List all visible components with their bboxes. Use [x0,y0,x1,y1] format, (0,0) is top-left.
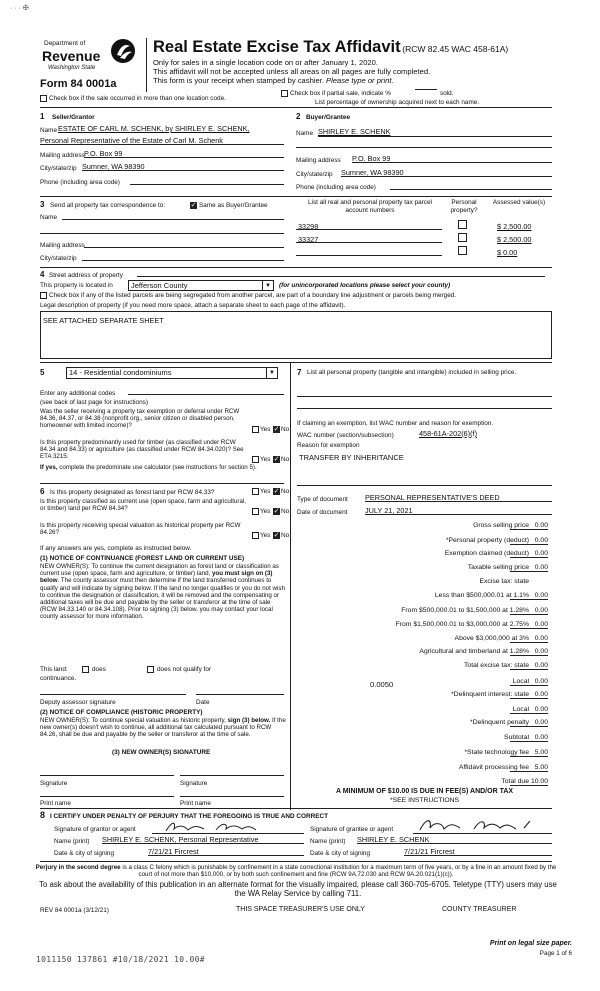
scan-marks: · · · ✠ [10,5,29,12]
divider [40,267,552,268]
personal-property-field-2[interactable] [297,408,552,409]
revision-number: REV 84 0001a (3/12/21) [40,907,109,914]
header-divider [146,38,147,92]
calc-value[interactable]: 0.00 [510,537,548,545]
calc-value[interactable]: 0.00 [510,522,548,530]
page-number: Page 1 of 6 [539,950,572,957]
grantee-date-label: Date & city of signing [310,850,371,857]
notice2-a: NEW OWNER(S): To continue special valuation as historic property, [40,717,228,724]
current-use-question: Is this property classified as current use (open space, farm and agricultural, or timber) land per RCW 84.34? [40,498,247,513]
notice1-b: you must sign on (3) below [40,570,273,585]
reason-line [297,485,552,486]
section-1-number: 1 [40,112,45,121]
seller-city-label: City/state/zip [40,165,77,172]
county-select[interactable] [128,280,274,291]
calc-label: *State technology fee [464,749,529,756]
perjury-text: is a class C felony which is punishable by confinement in a state correctional institution for a maximum term of five years, or by a fine in an amount fixed by the court of not more than $10,000, or by both such confinement and fine (RCW 9A.72.030 and RCW 9A.20.021(1)(c)). [120,864,557,879]
calc-label: Above $3,000,000 at 3% [454,635,529,642]
calc-value[interactable]: 0.00 [510,550,548,558]
grantee-signature-mark [414,816,552,834]
continuance-label: continuance. [40,675,77,682]
section-6-number: 6 [40,487,45,496]
correspondence-text: Send all property tax correspondence to: [50,202,166,209]
deputy-date-field[interactable] [196,694,284,695]
this-land-label: This land: [40,666,68,673]
if-yes-text: complete the predominate use calculator (see instructions for section 5). [57,464,257,471]
divider [40,196,552,197]
divider [40,861,552,862]
county-treasurer-label: COUNTY TREASURER [442,906,517,913]
reason-label: Reason for exemption [297,442,360,449]
additional-codes-field[interactable] [128,394,284,395]
parcel-col-header: List all real and personal property tax parcel account numbers [308,199,432,214]
personal-property-field-1[interactable] [297,396,552,397]
legal-description-label: Legal description of property (if you need more space, attach a separate sheet to each page of the affidavit). [40,302,346,309]
logo-block [40,38,140,92]
personal-property-checkbox[interactable] [458,233,467,242]
calc-label: Taxable selling price [467,564,529,571]
buyer-phone-field[interactable] [390,189,552,190]
yes-label: Yes [260,456,271,463]
personal-property-label: List all personal property (tangible and intangible) included in selling price. [307,369,517,376]
legal-description-value: SEE ATTACHED SEPARATE SHEET [43,316,164,325]
print-name-label: Print name [40,800,71,807]
calc-label: From $1,500,000.01 to $3,000,000 at 2.75% [395,621,529,628]
header-line-2: This affidavit will not be accepted unless all areas on all pages are fully completed. [153,67,431,76]
corr-name-field[interactable] [62,219,284,220]
section-7-number: 7 [297,368,302,377]
section-3-number: 3 [40,200,45,209]
divider [40,362,552,363]
signature-label: Signature [180,780,208,787]
new-owner-print-field-2[interactable] [180,796,284,797]
use-code-select[interactable] [66,367,278,379]
assessed-col-header: Assessed value(s) [492,199,546,206]
seller-phone-field[interactable] [130,184,284,185]
seller-city-line [82,170,284,171]
calc-label: Local [512,678,529,685]
see-instructions-note: *SEE INSTRUCTIONS [389,797,460,804]
section-5-number: 5 [40,368,45,377]
grantor-date-label: Date & city of signing [54,850,115,857]
no-label: No [281,426,290,433]
calc-label: Total due [501,778,529,785]
historic-question: Is this property receiving special valuation as historical property per RCW 84.26? [40,522,241,537]
new-owner-signature-field-2[interactable] [180,775,284,776]
parcel-line [296,229,442,230]
calc-value[interactable]: 0.00 [510,678,548,686]
notice-continuance-text [40,563,286,621]
does-label: does [92,666,106,673]
corr-mailing-label: Mailing address [40,242,85,249]
calc-value[interactable]: 5.00 [510,764,548,772]
seller-name-field-2[interactable]: Personal Representative of the Estate of Carl M. Schenk [40,136,223,145]
local-rate[interactable]: 0.0050 [370,680,394,689]
personal-property-checkbox[interactable] [458,220,467,229]
signature-label: Signature [40,780,68,787]
divider [40,483,284,484]
street-address-field[interactable] [137,276,545,277]
new-owner-print-field-1[interactable] [40,796,174,797]
new-owner-signature-field-1[interactable] [40,775,174,776]
perjury-bold: Perjury in the second degree [35,864,121,871]
buyer-name-label: Name [296,130,314,137]
assessed-value-field[interactable]: $ 0.00 [497,248,518,257]
buyer-mailing-field[interactable]: P.O. Box 99 [352,154,391,163]
grantor-date-field[interactable]: 7/21/21 Fircrest [148,847,199,856]
calc-value[interactable]: 0.00 [510,592,548,600]
calc-value[interactable]: 0.00 [510,691,548,699]
calc-value[interactable]: 0.00 [510,648,548,656]
grantee-sig-line [413,833,552,834]
same-as-buyer-label: Same as Buyer/Grantee [199,202,268,209]
column-divider [290,362,291,810]
calc-value[interactable]: 0.00 [510,734,548,742]
assessed-value-field[interactable]: $ 2,500.00 [497,235,532,244]
parcel-number-field[interactable]: 33327 [298,235,319,244]
deputy-signature-field[interactable] [40,694,186,695]
additional-codes-label: Enter any additional codes [40,390,116,397]
doc-type-label: Type of document [297,496,348,503]
notice2-b: sign (3) below. [227,717,271,724]
timber-question: Is this property predominantly used for timber (as classified under RCW 84.34 and 84.33) or agriculture (as classified under RCW 84.34.020)? See ETA 3215. [40,439,244,461]
certify-heading: I CERTIFY UNDER PENALTY OF PERJURY THAT THE FOREGOING IS TRUE AND CORRECT [50,813,329,820]
notice-compliance-title: (2) NOTICE OF COMPLIANCE (HISTORIC PROPERTY) [40,709,203,716]
multi-location-checkbox[interactable] [40,95,47,102]
parcel-line [296,242,442,243]
historic-no-checkbox[interactable]: ✓ [273,532,280,539]
grantor-name-field[interactable]: SHIRLEY E. SCHENK, Personal Representative [102,835,259,844]
segregated-checkbox[interactable] [40,292,47,299]
seller-name-field[interactable]: ESTATE OF CARL M. SCHENK, by SHIRLEY E. SCHENK, [58,124,250,133]
historic-yes-checkbox[interactable] [252,532,259,539]
seller-line [40,144,284,145]
grantee-name-label: Name (print) [310,838,346,845]
timber-no-checkbox[interactable]: ✓ [273,456,280,463]
divider [40,107,552,108]
seller-city-field[interactable]: Sumner, WA 98390 [82,162,145,171]
doc-type-field[interactable]: PERSONAL REPRESENTATIVE'S DEED [365,493,500,502]
calc-label: Local [512,706,529,713]
notice-compliance-text [40,717,286,739]
forest-land-question: Is this property designated as forest land per RCW 84.33? [50,489,215,496]
calc-value[interactable]: 0.00 [510,719,548,727]
located-in-label: This property is located in [40,282,113,289]
calc-label: Subtotal [504,734,529,741]
county-value: Jefferson County [131,281,188,290]
doc-date-field[interactable]: JULY 21, 2021 [365,506,413,515]
buyer-city-label: City/state/zip [296,171,333,178]
buyer-mailing-line [352,162,552,163]
calc-value[interactable]: 0.00 [510,564,548,572]
form-title-ref: (RCW 82.45 WAC 458-61A) [402,44,509,54]
calc-value[interactable]: 5.00 [510,749,548,757]
forest-no-checkbox[interactable]: ✓ [273,488,280,495]
header-line-1: Only for sales in a single location code on or after January 1, 2020. [153,58,378,67]
notice-continuance-title: (1) NOTICE OF CONTINUANCE (FOREST LAND OR CURRENT USE) [40,555,245,562]
calc-label: Total excise tax: state [464,662,529,669]
parcel-number-field[interactable]: 33298 [298,222,319,231]
calc-label: *Delinquent interest: state [451,691,529,698]
grantee-name-line [357,843,552,844]
parcel-line[interactable] [296,255,442,256]
exemption-question: Was the seller receiving a property tax exemption or deferral under RCW 84.36, 84.37, or 84.38 (nonprofit org., senior citizen or disabled person, homeowner with limited income)? [40,408,240,430]
no-label: No [281,488,290,495]
calc-label: Gross selling price [473,522,529,529]
seller-mailing-label: Mailing address [40,152,85,159]
no-label: No [281,456,290,463]
calc-label: Affidavit processing fee [458,764,529,771]
reason-field[interactable]: TRANSFER BY INHERITANCE [299,453,404,462]
grantor-sig-line [152,833,304,834]
perjury-notice [30,864,562,878]
yes-label: Yes [260,488,271,495]
cashier-stamp: 1011150 137861 #10/18/2021 10.00# [36,955,205,964]
wac-label: WAC number (section/subsection) [297,432,394,439]
calc-label: Less than $500,000.01 at 1.1% [434,592,529,599]
doc-date-line [365,514,552,515]
no-label: No [281,508,290,515]
calc-value[interactable]: 10.00 [510,778,548,786]
deputy-label: Deputy assessor signature [40,699,116,706]
form-title: Real Estate Excise Tax Affidavit [153,38,401,56]
calc-label: *Personal property (deduct) [445,537,529,544]
county-note: (for unincorporated locations please select your county) [279,282,451,289]
exemption-yes-checkbox[interactable] [252,426,259,433]
yes-label: Yes [260,426,271,433]
buyer-city-line [341,176,552,177]
grantee-sig-label: Signature of grantee or agent [310,826,394,833]
calc-value[interactable]: 0.00 [510,635,548,643]
dept-of-text: Department of [44,40,86,47]
minimum-due-notice: A MINIMUM OF $10.00 IS DUE IN FEE(S) AND/OR TAX [335,788,514,795]
multi-location-label: Check box if the sale occurred in more than one location code. [49,95,226,102]
calc-value[interactable]: 0.00 [510,621,548,629]
doc-type-line [365,501,552,502]
notice1-a: NEW OWNER(S): To continue the current designation as forest land or classification as current use (open space, farm and agriculture, or timber) land, [40,563,279,578]
accessibility-notice: To ask about the availability of this publication in an alternate format for the visually impaired, please call 360-705-6705. Teletype (TTY) users may use the WA Relay Service by calling 711. [39,880,557,898]
corr-line [40,233,284,234]
if-yes-bold: If yes, [40,464,58,471]
buyer-line [296,147,552,148]
grantor-name-line [102,843,304,844]
buyer-heading: Buyer/Grantee [306,114,351,121]
buyer-name-line [318,136,552,137]
grantee-date-line [404,855,552,856]
chevron-down-icon: ▼ [262,281,273,290]
corr-city-field[interactable] [82,260,284,261]
seller-phone-label: Phone (including area code) [40,179,120,186]
wac-field[interactable]: 458-61A-202(6)(f) [419,429,477,438]
header-instructions [153,58,430,85]
calc-label: From $500,000.01 to $1,500,000 at 1.28% [401,607,529,614]
calc-value[interactable]: 0.00 [510,607,548,615]
exemption-claim-label: If claiming an exemption, list WAC number and reason for exemption. [297,420,494,427]
does-not-qualify-checkbox[interactable] [147,666,154,673]
use-code-value: 14 - Residential condominiums [69,368,172,377]
calc-label: Exemption claimed (deduct) [444,550,529,557]
grantor-name-label: Name (print) [54,838,90,845]
section-8-number: 8 [40,810,46,820]
does-qualify-checkbox[interactable] [82,666,89,673]
chevron-down-icon: ▼ [266,368,277,378]
notice2-c: If the new owner(s) doesn't wish to continue, all additional tax calculated pursuant to RCW 84.26, shall be due and payable by the seller or transferor at the time of sale. [40,717,286,739]
correspondence-label [50,202,165,209]
buyer-mailing-label: Mailing address [296,157,341,164]
current-use-no-checkbox[interactable]: ✓ [273,508,280,515]
form-number: Form 84 0001a [40,78,117,90]
print-name-label: Print name [180,800,211,807]
grantor-sig-label: Signature of grantor or agent [54,826,136,833]
current-use-yes-checkbox[interactable] [252,508,259,515]
no-label: No [281,532,290,539]
same-as-buyer-checkbox[interactable]: ✓ [190,202,197,209]
notice1-c: . The county assessor must then determine if the land transferred continues to qualify and will indicate by signing below. If the land no longer qualifies or you do not wish to continue the designation or classification, it will be removed and the compensating or additional taxes will be due and payable by the seller or transferor at the time of sale (RCW 84.33.140 or 84.34.108). Prior to signing (3) below, you may contact your local county assessor for more information. [40,577,285,621]
does-not-label: does not qualify for [157,666,211,673]
treasurer-use-label: THIS SPACE TREASURER'S USE ONLY [236,906,365,913]
calc-label: Excise tax: state [479,578,529,585]
assessed-value-field[interactable]: $ 2,500.00 [497,222,532,231]
yes-label: Yes [260,532,271,539]
new-owner-signature-title: (3) NEW OWNER(S) SIGNATURE [112,749,211,756]
title-block [153,38,508,57]
buyer-name-field[interactable]: SHIRLEY E. SCHENK [318,127,391,136]
buyer-phone-label: Phone (including area code) [296,184,376,191]
partial-sale-percent-line[interactable] [415,89,437,90]
yes-label: Yes [260,508,271,515]
header-line-3a: This form is your receipt when stamped by cashier. [153,76,327,85]
header-line-3b: Please type or print. [326,76,394,85]
seller-mailing-line [84,157,284,158]
divider [40,808,552,809]
corr-name-label: Name [40,214,58,221]
calc-value[interactable]: 0.00 [510,662,548,670]
personal-property-checkbox[interactable] [458,246,467,255]
calc-label: *Delinquent penalty [470,719,529,726]
timber-yes-checkbox[interactable] [252,456,259,463]
partial-sale-label: Check box if partial sale, indicate % [290,90,391,97]
grantee-name-field[interactable]: SHIRLEY E. SCHENK [357,835,430,844]
if-any-yes-label: If any answers are yes, complete as instructed below. [40,545,192,552]
seller-heading: Seller/Grantor [52,114,95,121]
corr-city-label: City/state/zip [40,255,77,262]
street-address-label: Street address of property [49,272,123,279]
seller-mailing-field[interactable]: P.O. Box 99 [84,149,123,158]
deputy-date-label: Date [196,699,210,706]
legal-description-box[interactable] [40,311,552,359]
washington-state-text: Washington State [48,65,96,71]
buyer-city-field[interactable]: Sumner, WA 98390 [341,168,404,177]
doc-date-label: Date of document [297,509,348,516]
grantor-date-line [148,855,304,856]
legal-paper-note: Print on legal size paper. [489,940,572,947]
corr-mailing-field[interactable] [84,247,284,248]
segregated-label: Check box if any of the listed parcels are being segregated from another parcel, are part of a boundary line adjustment or parcels being merged. [49,292,457,299]
calc-label: Agricultural and timberland at 1.28% [419,648,529,655]
partial-sale-checkbox[interactable] [281,90,288,97]
section-4-number: 4 [40,270,45,279]
timber-if-yes [40,464,284,471]
partial-sale-sold: sold. [440,90,454,97]
calc-value[interactable]: 0.00 [510,706,548,714]
see-back-label: (see back of last page for instructions) [40,399,148,406]
forest-yes-checkbox[interactable] [252,488,259,495]
grantee-date-field[interactable]: 7/21/21 Fircrest [404,847,455,856]
partial-sale-note: List percentage of ownership acquired next to each name. [315,99,480,106]
exemption-no-checkbox[interactable]: ✓ [273,426,280,433]
seller-name-label: Name [40,127,58,134]
revenue-text: Revenue [42,48,101,64]
dor-logo-icon [110,38,136,64]
section-2-number: 2 [296,112,301,121]
personal-col-header: Personal property? [450,199,478,214]
